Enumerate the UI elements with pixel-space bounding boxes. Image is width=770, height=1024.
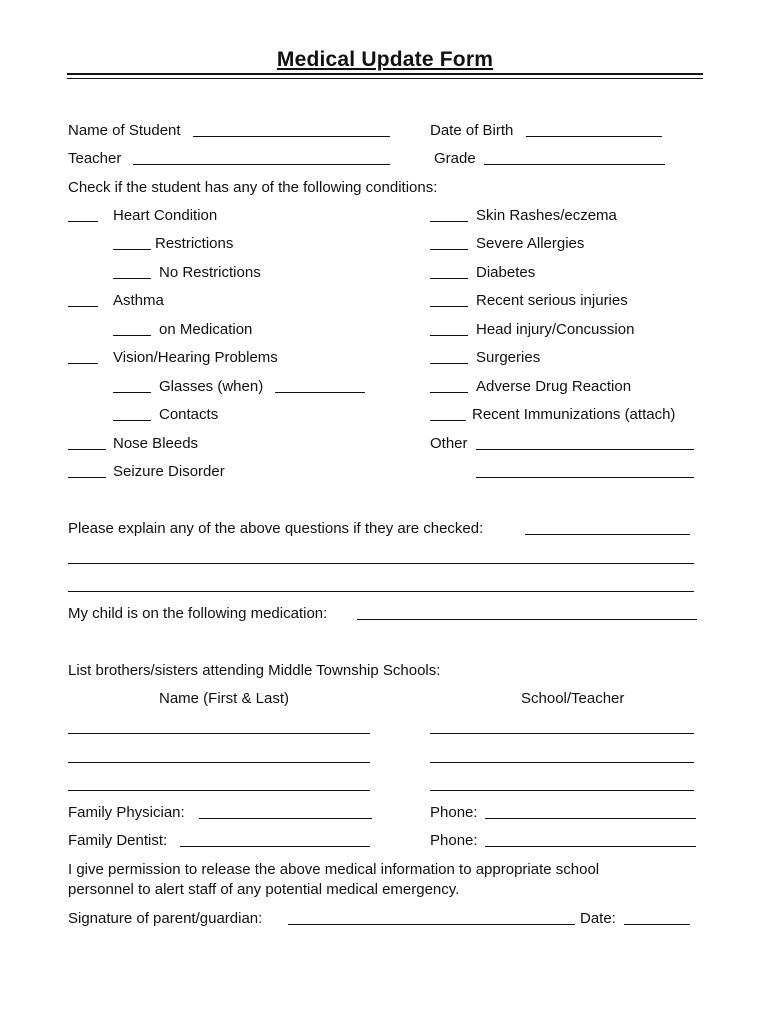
name-of-student-label: Name of Student [68, 122, 181, 139]
skin-rashes-checkline[interactable] [430, 221, 468, 222]
diabetes-label: Diabetes [476, 264, 536, 281]
sibling-school-line-3[interactable] [430, 790, 694, 791]
contacts-label: Contacts [159, 406, 219, 423]
explain-line-2[interactable] [68, 563, 694, 564]
date-of-birth-label: Date of Birth [430, 122, 514, 139]
family-physician-field[interactable] [199, 818, 372, 819]
other-field[interactable] [476, 449, 694, 450]
sibling-name-header: Name (First & Last) [159, 690, 290, 707]
recent-injuries-label: Recent serious injuries [476, 292, 628, 309]
family-dentist-label: Family Dentist: [68, 832, 168, 849]
title-rule-thick [67, 73, 703, 75]
surgeries-label: Surgeries [476, 349, 541, 366]
medication-prompt: My child is on the following medication: [68, 605, 328, 622]
teacher-label: Teacher [68, 150, 122, 167]
diabetes-checkline[interactable] [430, 278, 468, 279]
sibling-name-line-3[interactable] [68, 790, 370, 791]
teacher-field[interactable] [133, 164, 390, 165]
head-injury-label: Head injury/Concussion [476, 321, 635, 338]
glasses-checkline[interactable] [113, 392, 151, 393]
adverse-drug-checkline[interactable] [430, 392, 468, 393]
sibling-name-line-2[interactable] [68, 762, 370, 763]
physician-phone-label: Phone: [430, 804, 478, 821]
no-restrictions-label: No Restrictions [159, 264, 261, 281]
form-title: Medical Update Form [276, 48, 494, 71]
grade-label: Grade [434, 150, 476, 167]
permission-text-line-1: I give permission to release the above medical information to appropriate school [68, 861, 600, 878]
heart-condition-label: Heart Condition [113, 207, 218, 224]
asthma-label: Asthma [113, 292, 164, 309]
other-field-2[interactable] [476, 477, 694, 478]
recent-injuries-checkline[interactable] [430, 306, 468, 307]
sibling-name-line-1[interactable] [68, 733, 370, 734]
physician-phone-field[interactable] [485, 818, 696, 819]
restrictions-checkline[interactable] [113, 249, 151, 250]
immunizations-checkline[interactable] [430, 420, 466, 421]
family-dentist-field[interactable] [180, 846, 370, 847]
asthma-checkline[interactable] [68, 306, 98, 307]
vision-hearing-label: Vision/Hearing Problems [113, 349, 278, 366]
severe-allergies-label: Severe Allergies [476, 235, 585, 252]
nose-bleeds-label: Nose Bleeds [113, 435, 199, 452]
name-of-student-field[interactable] [193, 136, 390, 137]
head-injury-checkline[interactable] [430, 335, 468, 336]
dentist-phone-label: Phone: [430, 832, 478, 849]
immunizations-label: Recent Immunizations (attach) [472, 406, 676, 423]
heart-condition-checkline[interactable] [68, 221, 98, 222]
glasses-label: Glasses (when) [159, 378, 264, 395]
seizure-disorder-checkline[interactable] [68, 477, 106, 478]
vision-hearing-checkline[interactable] [68, 363, 98, 364]
dentist-phone-field[interactable] [485, 846, 696, 847]
explain-line-3[interactable] [68, 591, 694, 592]
skin-rashes-label: Skin Rashes/eczema [476, 207, 617, 224]
permission-text-line-2: personnel to alert staff of any potential medical emergency. [68, 881, 460, 898]
no-restrictions-checkline[interactable] [113, 278, 151, 279]
explain-field[interactable] [525, 534, 690, 535]
restrictions-label: Restrictions [155, 235, 234, 252]
grade-field[interactable] [484, 164, 665, 165]
on-medication-checkline[interactable] [113, 335, 151, 336]
adverse-drug-label: Adverse Drug Reaction [476, 378, 632, 395]
medication-field[interactable] [357, 619, 697, 620]
sibling-school-line-2[interactable] [430, 762, 694, 763]
sibling-school-header: School/Teacher [521, 690, 625, 707]
title-rule-thin [67, 78, 703, 79]
glasses-when-field[interactable] [275, 392, 365, 393]
surgeries-checkline[interactable] [430, 363, 468, 364]
date-field[interactable] [624, 924, 690, 925]
seizure-disorder-label: Seizure Disorder [113, 463, 225, 480]
sibling-school-line-1[interactable] [430, 733, 694, 734]
nose-bleeds-checkline[interactable] [68, 449, 106, 450]
on-medication-label: on Medication [159, 321, 253, 338]
other-label: Other [430, 435, 468, 452]
signature-field[interactable] [288, 924, 575, 925]
contacts-checkline[interactable] [113, 420, 151, 421]
family-physician-label: Family Physician: [68, 804, 185, 821]
severe-allergies-checkline[interactable] [430, 249, 468, 250]
siblings-prompt: List brothers/sisters attending Middle Township Schools: [68, 662, 441, 679]
conditions-prompt: Check if the student has any of the following conditions: [68, 179, 438, 196]
date-label: Date: [580, 910, 616, 927]
date-of-birth-field[interactable] [526, 136, 662, 137]
explain-prompt: Please explain any of the above questions if they are checked: [68, 520, 484, 537]
signature-label: Signature of parent/guardian: [68, 910, 263, 927]
